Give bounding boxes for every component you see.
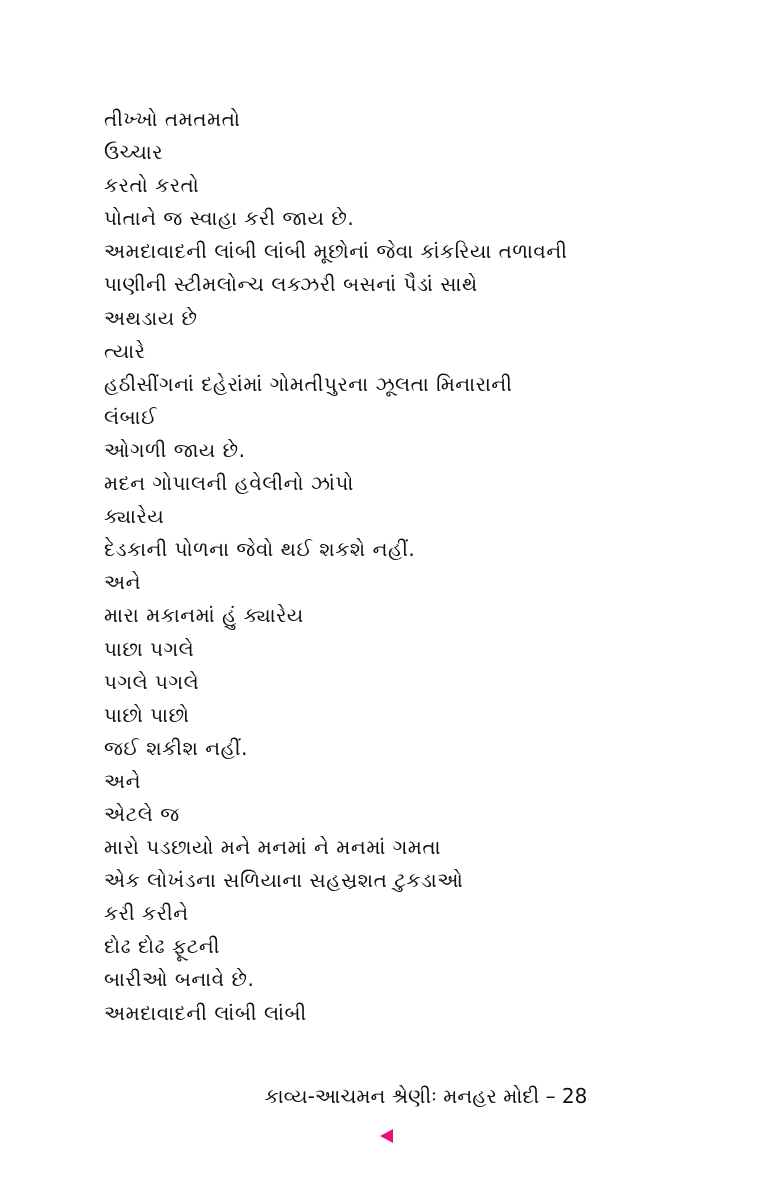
- poem-line: અમદાવાદની લાંબી લાંબી મૂછોનાં જેવા કાંકરિયા તળાવની: [104, 239, 568, 264]
- page-footer: [0, 1078, 776, 1114]
- poem-line: પાણીની સ્ટીમલોન્ચ લક્ઝરી બસનાં પૈડાં સાથે: [104, 272, 478, 297]
- poem-line: ક્યારેય: [104, 504, 165, 529]
- poem-line: લંબાઈ: [104, 404, 158, 429]
- poem-line: પાછો પાછો: [104, 702, 190, 727]
- poem-line: બારીઓ બનાવે છે.: [104, 967, 255, 992]
- previous-page-arrow-icon[interactable]: [380, 1129, 393, 1143]
- poem-line: હઠીસીંગનાં દહેરાંમાં ગોમતીપુરના ઝૂલતા મિનારાની: [104, 371, 513, 396]
- poem-line: અને: [104, 570, 141, 595]
- poem-line: એટલે જ: [104, 801, 180, 826]
- poem-line: તીખ્ખો તમતમતો: [104, 107, 241, 131]
- poem-line: કરી કરીને: [104, 901, 189, 926]
- poem-line: મારો પડછાયો મને મનમાં ને મનમાં ગમતા: [104, 835, 442, 860]
- poem-line: મદન ગોપાલની હવેલીનો ઝાંપો: [104, 471, 354, 496]
- poem-line: કરતો કરતો: [104, 173, 200, 198]
- poem-line: દોઢ દોઢ ફૂટની: [104, 934, 220, 959]
- poem-line: દેડકાની પોળના જેવો થઈ શકશે નહીં.: [104, 537, 416, 562]
- poem-line: ત્યારે: [104, 338, 146, 363]
- poem-body: [104, 103, 744, 1030]
- poem-line: જઈ શકીશ નહીં.: [104, 735, 248, 760]
- footer-series-title: કાવ્ય-આચમન શ્રેણીઃ મનહર મોદી – 28: [264, 1084, 588, 1108]
- poem-line: મારા મકાનમાં હું ક્યારેય: [104, 603, 304, 628]
- poem-line: ઉચ્ચાર: [104, 140, 164, 165]
- poem-line: અને: [104, 768, 141, 793]
- poem-line: એક લોખંડના સળિયાના સહસ્રશત ટુકડાઓ: [104, 868, 464, 893]
- poem-line: પોતાને જ સ્વાહા કરી જાય છે.: [104, 206, 355, 231]
- poem-line: પગલે પગલે: [104, 669, 200, 694]
- poem-line: અમદાવાદની લાંબી લાંબી: [104, 1000, 307, 1025]
- poem-line: ઓગળી જાય છે.: [104, 437, 246, 462]
- poem-line: અથડાય છે: [104, 305, 198, 330]
- poem-line: પાછા પગલે: [104, 636, 195, 661]
